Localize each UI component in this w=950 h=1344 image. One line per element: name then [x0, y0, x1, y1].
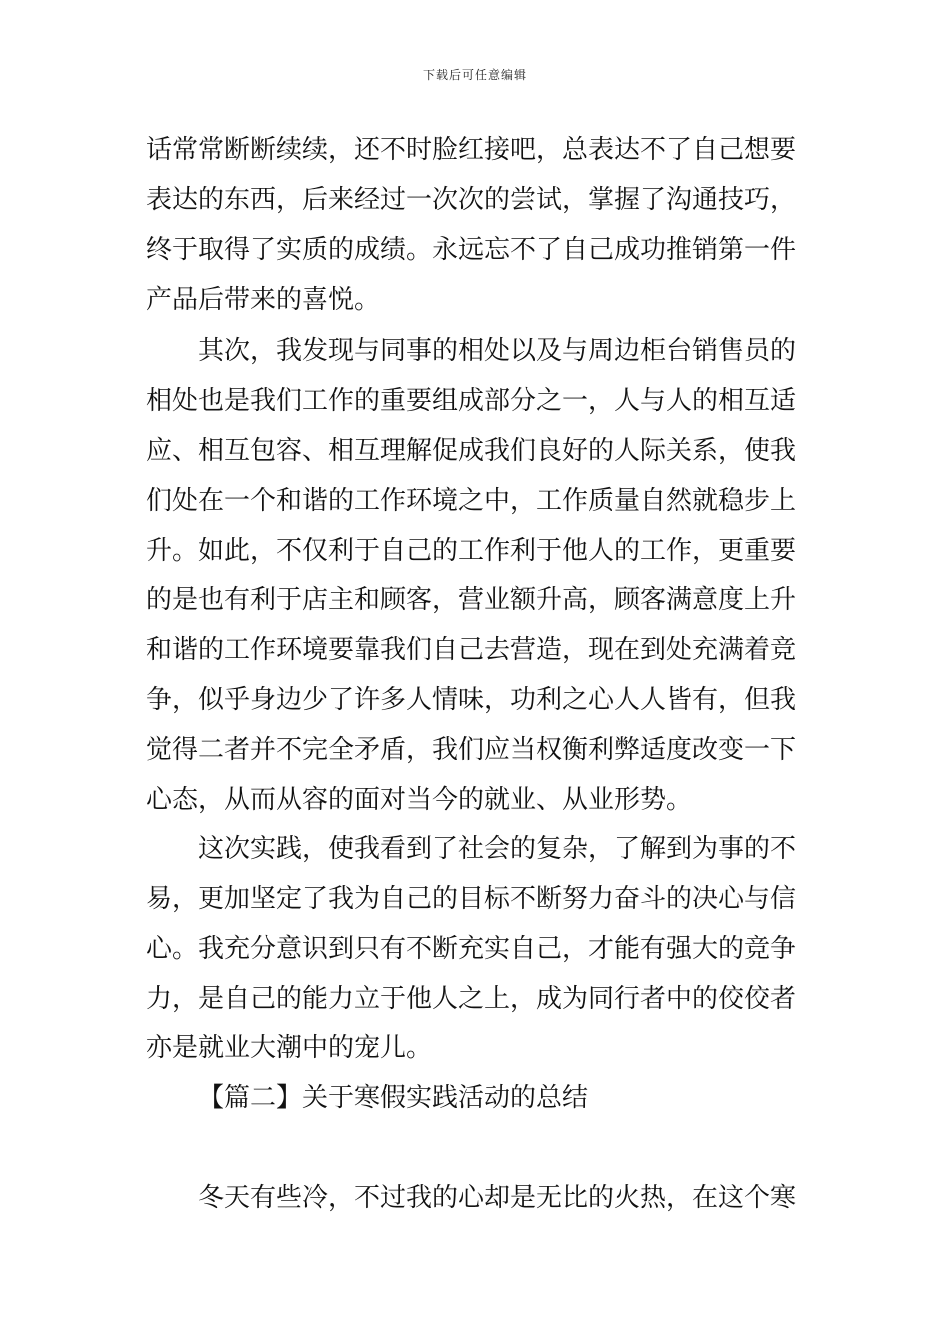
page-header: 下载后可任意编辑 — [422, 68, 527, 82]
body-line: 和谐的工作环境要靠我们自己去营造，现在到处充满着竞 — [146, 635, 797, 665]
body-line: 心。我充分意识到只有不断充实自己，才能有强大的竞争 — [146, 934, 797, 964]
body-line: 升。如此，不仅利于自己的工作利于他人的工作，更重要 — [146, 536, 797, 566]
body-line: 觉得二者并不完全矛盾，我们应当权衡利弊适度改变一下 — [146, 735, 797, 765]
body-line: 们处在一个和谐的工作环境之中，工作质量自然就稳步上 — [146, 486, 797, 516]
body-line: 争，似乎身边少了许多人情味，功利之心人人皆有，但我 — [146, 685, 797, 715]
paragraph-first-line: 冬天有些冷，不过我的心却是无比的火热，在这个寒 — [198, 1183, 797, 1213]
body-line: 易，更加坚定了我为自己的目标不断努力奋斗的决心与信 — [146, 884, 797, 914]
body-line: 力，是自己的能力立于他人之上，成为同行者中的佼佼者 — [146, 984, 797, 1014]
body-line: 产品后带来的喜悦。 — [146, 285, 381, 315]
body-line: 话常常断断续续，还不时脸红接吧，总表达不了自己想要 — [146, 135, 797, 165]
section-heading: 【篇二】关于寒假实践活动的总结 — [198, 1083, 589, 1113]
body-line: 终于取得了实质的成绩。永远忘不了自己成功推销第一件 — [146, 235, 797, 265]
body-line: 表达的东西，后来经过一次次的尝试，掌握了沟通技巧， — [146, 185, 797, 215]
paragraph-first-line: 这次实践，使我看到了社会的复杂，了解到为事的不 — [198, 834, 797, 864]
body-line: 的是也有利于店主和顾客，营业额升高，顾客满意度上升 — [146, 585, 797, 615]
body-line: 心态，从而从容的面对当今的就业、从业形势。 — [146, 785, 693, 815]
body-line: 相处也是我们工作的重要组成部分之一，人与人的相互适 — [146, 386, 797, 416]
body-line: 亦是就业大潮中的宠儿。 — [146, 1033, 433, 1063]
body-line: 应、相互包容、相互理解促成我们良好的人际关系，使我 — [146, 436, 797, 466]
paragraph-first-line: 其次，我发现与同事的相处以及与周边柜台销售员的 — [198, 336, 797, 366]
